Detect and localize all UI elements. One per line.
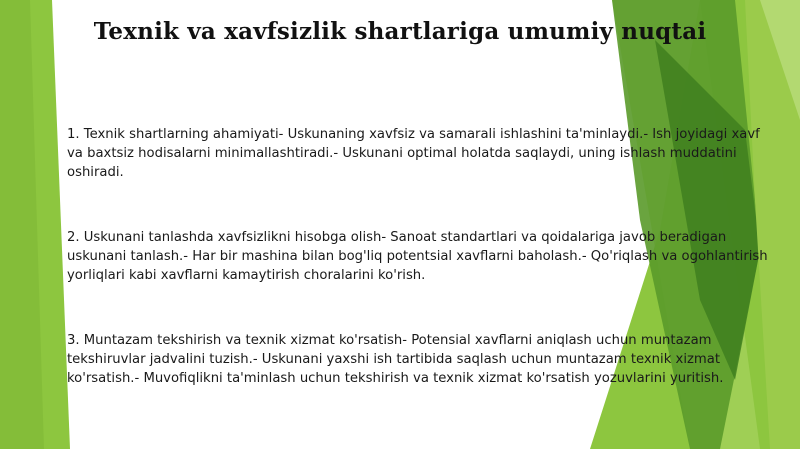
point-1-text: 1. Texnik shartlarning ahamiyati- Uskunaning xavfsiz va samarali ishlashini ta'minlaydi.- Ish joyidagi xavf va baxtsiz hodisalarni minimallashtiradi.- Uskunani optimal holatda saqlaydi, uning ishlash muddatini oshiradi.: [67, 127, 760, 180]
point-3-text: 3. Muntazam tekshirish va texnik xizmat ko'rsatish- Potensial xavflarni aniqlash uchun muntazam tekshiruvlar jadvalini tuzish.- Uskunani yaxshi ish tartibida saqlash uchun muntazam texnik xizmat ko'rsatish.- Muvofiqlikni ta'minlash uchun tekshirish va texnik xizmat ko'rsatish yozuvlarini yuritish.: [67, 333, 724, 386]
point-2-text: 2. Uskunani tanlashda xavfsizlikni hisobga olish- Sanoat standartlari va qoidalariga javob beradigan uskunani tanlash.- Har bir mashina bilan bog'liq potentsial xavflarni baholash.- Qo'riqlash va ogohlantirish yorliqlari kabi xavflarni kamaytirish choralarini ko'rish.: [67, 230, 768, 283]
slide-title: Texnik va xavfsizlik shartlariga umumiy nuqtai: [93, 18, 707, 45]
